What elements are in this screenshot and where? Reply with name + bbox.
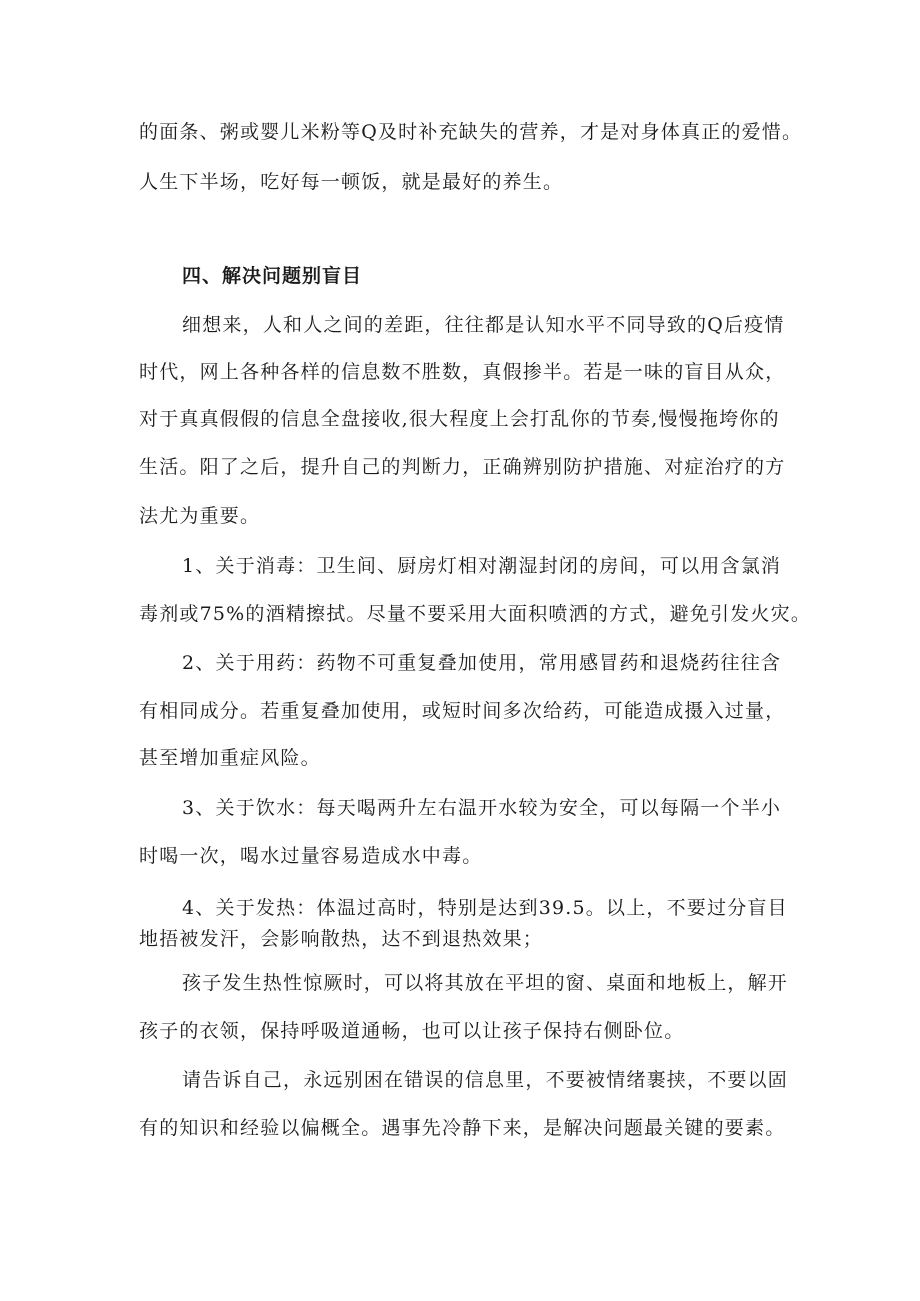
list-item-line: 3、关于饮水：每天喝两升左右温开水较为安全，可以每隔一个半小 xyxy=(182,797,782,819)
list-item-line: 4、关于发热：体温过高时，特别是达到39.5。以上，不要过分盲目 xyxy=(182,897,788,919)
paragraph-line: 的面条、粥或婴儿米粉等Q及时补充缺失的营养，才是对身体真正的爱惜。 xyxy=(139,121,803,143)
list-item-line: 1、关于消毒：卫生间、厨房灯相对潮湿封闭的房间，可以用含氯消 xyxy=(182,555,782,577)
paragraph-line: 请告诉自己，永远别困在错误的信息里，不要被情绪裹挟，不要以固 xyxy=(182,1069,789,1091)
paragraph-line: 毒剂或75%的酒精擦拭。尽量不要采用大面积喷洒的方式，避免引发火灾。 xyxy=(139,603,812,625)
paragraph-line: 时代，网上各种各样的信息数不胜数，真假掺半。若是一味的盲目从众， xyxy=(139,361,786,383)
list-item-line: 2、关于用药：药物不可重复叠加使用，常用感冒药和退烧药往往含 xyxy=(182,652,782,674)
paragraph-line: 甚至增加重症风险。 xyxy=(139,747,321,769)
paragraph-line: 细想来，人和人之间的差距，往往都是认知水平不同导致的Q后疫情 xyxy=(182,314,785,336)
paragraph-line: 孩子的衣领，保持呼吸道通畅，也可以让孩子保持右侧卧位。 xyxy=(139,1020,685,1042)
paragraph-line: 有的知识和经验以偏概全。遇事先冷静下来，是解决问题最关键的要素。 xyxy=(139,1117,786,1139)
paragraph-line: 时喝一次，喝水过量容易造成水中毒。 xyxy=(139,845,483,867)
paragraph-line: 孩子发生热性惊厥时，可以将其放在平坦的窗、桌面和地板上，解开 xyxy=(182,972,789,994)
section-heading: 四、解决问题别盲目 xyxy=(182,265,363,287)
paragraph-line: 法尤为重要。 xyxy=(139,505,261,527)
paragraph-line: 人生下半场，吃好每一顿饭，就是最好的养生。 xyxy=(139,171,564,193)
paragraph-line: 地捂被发汗，会影响散热，达不到退热效果； xyxy=(139,928,544,950)
paragraph-line: 对于真真假假的信息全盘接收,很大程度上会打乱你的节奏,慢慢拖垮你的 xyxy=(139,408,780,430)
paragraph-line: 生活。阳了之后，提升自己的判断力，正确辨别防护措施、对症治疗的方 xyxy=(139,456,786,478)
paragraph-line: 有相同成分。若重复叠加使用，或短时间多次给药，可能造成摄入过量， xyxy=(139,700,786,722)
